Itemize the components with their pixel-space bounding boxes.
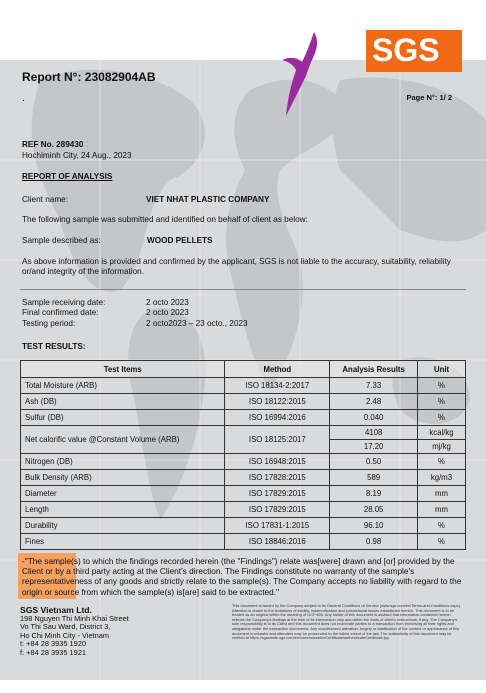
receiving-value: 2 octo 2023: [146, 298, 189, 307]
test-unit: %: [418, 534, 466, 550]
address-line: 198 Nguyen Thi Minh Khai Street: [20, 613, 129, 623]
table-row: [21, 470, 466, 486]
legal-notice: This document is issued by the Company subject to its General Conditions of Service (www.sgs.com/en/Terms-and-Conditions.aspx). Attention is drawn to the limitations of liability, indemnification and jurisdictional issues established therein. This document is to be treated as an original within the meaning of UCP 600. Any holder of this document is advised that information contained hereon reflects the Company's findings at the time of its intervention only and within the limits of client's instructions, if any. The Company's sole responsibility is to its Client and this document does not exonerate parties to a transaction from exercising all their rights and obligations under the transaction documents. Any unauthorized alteration, forgery or falsification of the content or appearance of this document is unlawful and offenders may be prosecuted to the fullest extent of the law. The authenticity of this document may be verified at https://sgsonsite.sgs.com/en/commonweb/eCertificate/authenticateCertificate.jsp.: [232, 603, 461, 641]
column-header: Method: [225, 361, 330, 378]
report-number: Report N°: 23082904AB: [22, 70, 156, 84]
testing-value: 2 octo2023 – 23 octo., 2023: [146, 319, 248, 328]
test-result-secondary: 17.20: [330, 439, 417, 453]
divider: [20, 289, 466, 290]
test-result: 28.05: [330, 502, 418, 518]
test-unit: mm: [418, 486, 466, 502]
sample-disclaimer-note: -"The sample(s) to which the findings recorded herein (the "Findings") relate was[were] drawn and [or] provided by the Client or by a third party acting at the Client's direction. The Findings constitute no warranty of the sample's representativeness of any goods and strictly relate to the sample(s). The Company accepts no liability with regard to the origin or source from which the sample(s) is[are] said to be extracted.": [22, 556, 462, 597]
sample-value: WOOD PELLETS: [147, 236, 213, 245]
sgs-logo: SGS: [372, 32, 440, 68]
receiving-label: Sample receiving date:: [22, 298, 106, 307]
bird-logo-icon: [268, 30, 328, 120]
test-item: Ash (DB): [21, 394, 225, 410]
test-item: Length: [21, 502, 225, 518]
test-unit-secondary: mj/kg: [418, 439, 465, 453]
test-method: ISO 17829:2015: [225, 486, 330, 502]
fax-number: f: +84 28 3935 1921: [20, 647, 86, 657]
test-method: ISO 18122:2015: [225, 394, 330, 410]
analysis-heading: REPORT OF ANALYSIS: [22, 172, 113, 181]
test-method: ISO 17831-1:2015: [225, 518, 330, 534]
table-row: [21, 518, 466, 534]
address-line: Ho Chi Minh City - Vietnam: [20, 630, 109, 640]
test-method: ISO 17828:2015: [225, 470, 330, 486]
test-result: 0.50: [330, 454, 418, 470]
test-unit: %: [418, 394, 466, 410]
test-result: 8.19: [330, 486, 418, 502]
test-result-split: [330, 426, 418, 454]
test-item: Fines: [21, 534, 225, 550]
test-unit: mm: [418, 502, 466, 518]
company-name: SGS Vietnam Ltd.: [20, 605, 92, 615]
client-value: VIET NHAT PLASTIC COMPANY: [146, 195, 270, 204]
table-row: [21, 502, 466, 518]
testing-label: Testing period:: [22, 319, 76, 328]
table-row: [21, 454, 466, 470]
table-row: [21, 426, 466, 454]
test-method: ISO 16948:2015: [225, 454, 330, 470]
test-result: 7.33: [330, 378, 418, 394]
confirmed-label: Final confirmed date:: [22, 308, 99, 317]
test-item: Bulk Density (ARB): [21, 470, 225, 486]
test-result: 96.10: [330, 518, 418, 534]
test-result: 589: [330, 470, 418, 486]
dot-mark: .: [22, 92, 26, 104]
results-table: [20, 360, 466, 550]
test-unit-split: [418, 426, 466, 454]
sample-label: Sample described as:: [22, 236, 101, 245]
test-unit: kcal/kg: [429, 428, 454, 437]
test-result: 0.040: [330, 410, 418, 426]
test-item: Nitrogen (DB): [21, 454, 225, 470]
test-result: 0.98: [330, 534, 418, 550]
company-address: [20, 606, 129, 658]
test-item: Durability: [21, 518, 225, 534]
test-unit: %: [418, 454, 466, 470]
disclaimer-text: As above information is provided and confirmed by the applicant, SGS is not liable to the accuracy, suitability, reliability or/and integrity of the information.: [22, 257, 451, 276]
column-header: Unit: [418, 361, 466, 378]
test-result: 2.48: [330, 394, 418, 410]
test-method: ISO 18134-2:2017: [225, 378, 330, 394]
test-unit: %: [418, 410, 466, 426]
place-date: Hochiminh City, 24 Aug., 2023: [22, 151, 132, 160]
address-line: Vo Thi Sau Ward, District 3,: [20, 622, 111, 632]
test-method: ISO 18125:2017: [225, 426, 330, 454]
table-row: [21, 378, 466, 394]
table-row: [21, 534, 466, 550]
table-header-row: [21, 361, 466, 378]
table-row: [21, 394, 466, 410]
table-row: [21, 486, 466, 502]
confirmed-value: 2 octo 2023: [146, 308, 189, 317]
test-unit: %: [418, 378, 466, 394]
page-number: Page N°: 1/ 2: [406, 93, 452, 102]
test-method: ISO 18846:2016: [225, 534, 330, 550]
table-row: [21, 410, 466, 426]
results-heading: TEST RESULTS:: [22, 342, 86, 351]
column-header: Test Items: [21, 361, 225, 378]
phone-number: t: +84 28 3935 1920: [20, 639, 86, 649]
client-label: Client name:: [22, 195, 68, 204]
ref-number: REF No. 289430: [22, 140, 84, 149]
test-method: ISO 17829:2015: [225, 502, 330, 518]
test-unit: kg/m3: [418, 470, 466, 486]
test-unit: %: [418, 518, 466, 534]
test-result: 4108: [364, 428, 383, 437]
test-item: Total Moisture (ARB): [21, 378, 225, 394]
test-item: Sulfur (DB): [21, 410, 225, 426]
test-item: Net calorific value @Constant Volume (ARB): [21, 426, 225, 454]
test-method: ISO 16994:2016: [225, 410, 330, 426]
submitted-text: The following sample was submitted and identified on behalf of client as below:: [22, 215, 308, 224]
column-header: Analysis Results: [330, 361, 418, 378]
test-item: Diameter: [21, 486, 225, 502]
